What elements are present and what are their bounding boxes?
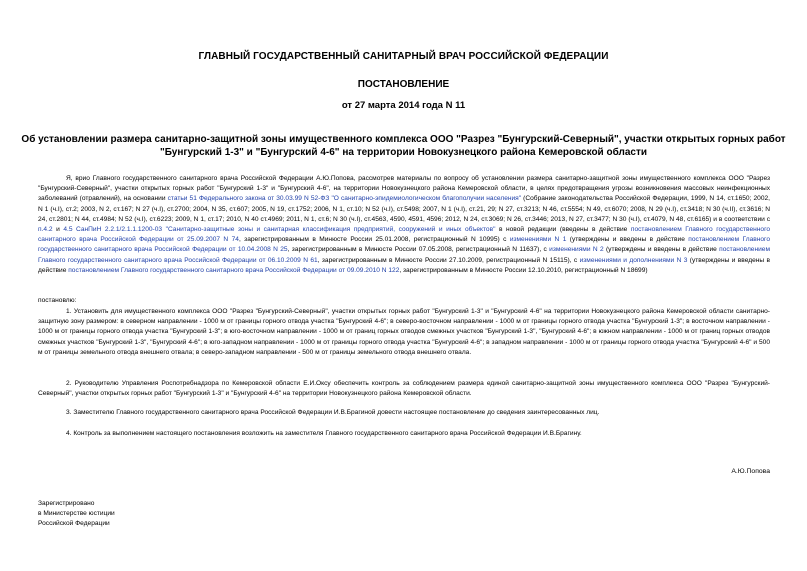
- intro-paragraph: [38, 174, 770, 276]
- intro-text-7: , зарегистрированным в Минюсте России 07.05.2008, регистрационный N 11637), с: [287, 246, 550, 254]
- resolution-74-link[interactable]: постановлением Главного государственного санитарного врача Российской Федерации от 25.09.2007 N 74: [38, 226, 771, 244]
- registration-line-2: в Министерстве юстиции: [38, 510, 115, 517]
- item-4: 4. Контроль за выполнением настоящего постановления возложить на заместителя Главного государственного санитарного врача Российской Федерации И.В.Брагину.: [66, 430, 582, 437]
- registration-line-1: Зарегистрировано: [38, 500, 95, 507]
- item-3: 3. Заместителю Главного государственного санитарного врача Российской Федерации И.В.Брагиной довести настоящее постановление до сведения заинтересованных лиц.: [66, 409, 600, 416]
- intro-text-4: в новой редакции (введены в действие: [495, 226, 631, 234]
- amendments-1-link[interactable]: изменениями N 1: [509, 236, 567, 244]
- intro-text-11: , зарегистрированным в Минюсте России 12.10.2010, регистрационный N 18699): [399, 266, 648, 274]
- document-type: ПОСТАНОВЛЕНИЕ: [357, 79, 450, 90]
- law-article-link[interactable]: статьи 51 Федерального закона от 30.03.99 N 52-ФЗ "О санитарно-эпидемиологическом благополучии населения": [167, 195, 522, 203]
- document-title: [0, 133, 807, 159]
- registration-line-3: Российской Федерации: [38, 520, 110, 527]
- intro-text-5: , зарегистрированным в Минюсте России 25.01.2008, регистрационный N 10995) с: [238, 236, 510, 244]
- intro-text-6: (утверждены и введены в действие: [566, 236, 689, 244]
- amendments-2-link[interactable]: изменениями N 2: [549, 246, 604, 254]
- item-1: 1. Установить для имущественного комплекса ООО "Разрез "Бунгурский-Северный", участки открытых горных работ "Бунгурский 1-3" и "Бунгурский 4-6" на территории Новокузнецкого района Кемеровской области санитарно-защитную зону размером: в северном направлении - 1000 м от границы горного отвода участка "Бунгурский 4-6"; в северо-восточном направлении - 1000 м от границы горного отвода участка "Бунгурский 1-3"; в восточном направлении - 1000 м от границы горного отвода участка "Бунгурский 1-3"; в юго-восточном направлении - 1000 м от границ горных отводов смежных участков "Бунгурский 1-3", "Бунгурский 4-6"; в южном направлении - 1000 м от границ горных отводов смежных участков "Бунгурский 1-3", "Бунгурский 4-6"; в юго-западном направлении - 1000 м от границы горного отвода участка "Бунгурский 4-6"; в западном направлении - 1000 м от границы горного отвода участка "Бунгурский 4-6" и 500 м от границы земельного отвода внешнего отвала; в северо-западном направлении - 500 м от границы земельного отвода внешнего отвала.: [38, 308, 770, 356]
- amendments-3-link[interactable]: изменениями и дополнениями N 3: [579, 256, 688, 264]
- item-2: 2. Руководителю Управления Роспотребнадзора по Кемеровской области Е.И.Оксу обеспечить контроль за соблюдением размера единой санитарно-защитной зоны имущественного комплекса ООО "Разрез "Бунгурский-Северный", участки открытых горных работ "Бунгурский 1-3" и "Бунгурский 4-6" на территории Новокузнецкого района Кемеровской области.: [38, 380, 770, 398]
- resolution-25-link[interactable]: постановлением Главного государственного санитарного врача Российской Федерации от 10.04.2008 N 25: [38, 236, 770, 254]
- intro-text-10: (утверждены и введены в действие: [38, 256, 771, 274]
- resolution-122-link[interactable]: постановлением Главного государственного санитарного врача Российской Федерации от 09.09.2010 N 122: [68, 266, 400, 274]
- issuing-authority: ГЛАВНЫЙ ГОСУДАРСТВЕННЫЙ САНИТАРНЫЙ ВРАЧ РОССИЙСКОЙ ФЕДЕРАЦИИ: [198, 51, 609, 62]
- sanpin-clause-link[interactable]: п.4.2: [38, 226, 53, 234]
- intro-text-2: (Собрание законодательства Российской Федерации, 1999, N 14, ст.1650; 2002, N 1 (ч.I), ст.2; 2003, N 2, ст.167; N 27 (ч.I), ст.2700; 2004, N 35, ст.607; 2005, N 19, ст.1752; 2006, N 1, ст.10; N 52 (ч.I), ст.5498; 2007, N 1 (ч.I), ст.21, 29; N 27, ст.3213; N 46, ст.5554; N 49, ст.6070; 2008, N 29 (ч.I), ст.3418; N 30 (ч.II), ст.3616; N 24, ст.2801; N 44, ст.4984; N 52 (ч.I), ст.6223; 2009, N 1, ст.17; 2010, N 40 ст.4969; 2011, N 1, ст.6; N 30 (ч.I), ст.4563, 4590, 4591, 4596; 2012, N 24, ст.3069; N 26, ст.3446; 2013, N 27, ст.3477; N 30 (ч.I), ст.4079, N 48, ст.6165) и в соответствии с: [38, 195, 771, 223]
- intro-text-9: , зарегистрированным в Минюсте России 27.10.2009, регистрационный N 15115), с: [317, 256, 580, 264]
- title-line-2: "Бунгурский 1-3" и "Бунгурский 4-6" на территории Новокузнецкого района Кемеровской области: [159, 147, 648, 158]
- signature: А.Ю.Попова: [731, 468, 770, 475]
- intro-text-1: Я, врио Главного государственного санитарного врача Российской Федерации А.Ю.Попова, рассмотрев материалы по вопросу об установлении размера санитарно-защитной зоны имущественного комплекса ООО "Разрез "Бунгурский-Северный", участки открытых горных работ "Бунгурский 1-3" и "Бунгурский 4-6", на территории Новокузнецкого района Кемеровской области, в целях предотвращения угрозы возникновения массовых неинфекционных заболеваний (отравлений), на основании: [38, 175, 770, 203]
- intro-text-8: (утверждены и введены в действие: [603, 246, 720, 254]
- sanpin-link[interactable]: 4.5 СанПиН 2.2.1/2.1.1.1200-03 "Санитарно-защитные зоны и санитарная классификация предприятий, сооружений и иных объектов": [63, 226, 496, 234]
- title-line-1: Об установлении размера санитарно-защитной зоны имущественного комплекса ООО "Разрез "Бунгурский-Северный", участки открытых горных работ: [21, 134, 786, 145]
- intro-text-3: и: [52, 226, 64, 234]
- document-date-number: от 27 марта 2014 года N 11: [341, 100, 466, 111]
- resolution-61-link[interactable]: постановлением Главного государственного санитарного врача Российской Федерации от 06.10.2009 N 61: [38, 246, 770, 264]
- resolve-word: постановлю:: [38, 297, 77, 304]
